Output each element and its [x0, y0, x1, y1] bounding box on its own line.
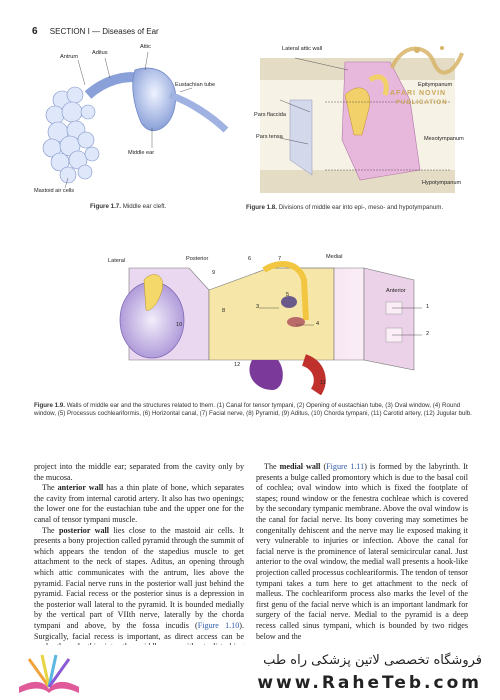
paragraph-anterior-wall: The anterior wall has a thin plate of bone, which separates the cavity from internal carotid artery. It also has two openings; the lower one for the eustachian tube and the upper one for the canal of tensor tympani muscle.	[34, 483, 245, 524]
book-logo-icon	[14, 651, 84, 695]
section-title: SECTION I — Diseases of Ear	[49, 27, 159, 36]
page-number: 6	[32, 26, 38, 37]
label-num-3: 3	[256, 304, 260, 310]
store-name: فروشگاه تخصصی لاتین پزشکی راه طب	[263, 653, 482, 668]
label-num-10: 10	[176, 322, 183, 328]
running-header	[32, 26, 159, 37]
label-attic: Attic	[140, 44, 151, 50]
label-epitympanum: Epitympanum	[418, 82, 453, 88]
figure-1-7	[30, 40, 230, 220]
label-anterior: Anterior	[386, 288, 406, 294]
figure-1-9	[34, 250, 474, 440]
caption-label: Figure 1.8.	[246, 204, 277, 211]
caption-label: Figure 1.7.	[90, 203, 121, 210]
label-num-11: 11	[320, 380, 326, 386]
right-column	[256, 462, 468, 642]
figure-link[interactable]: Figure 1.11	[326, 462, 365, 471]
label-lateral: Lateral	[108, 258, 126, 264]
label-num-6: 6	[248, 256, 252, 262]
label-middle-ear: Middle ear	[128, 150, 155, 156]
label-posterior: Posterior	[186, 256, 209, 262]
caption-text: Walls of middle ear and the structures related to them. (1) Canal for tensor tympani, (2) Opening of eustachian tube, (3) Oval window, (4) Round window, (5) Processus cochleariformis, (6) Horizontal canal, (7) Facial nerve, (8) Pyramid, (9) Aditus, (10) Chorda tympani, (11) Carotid artery, (12) Jugular bulb.	[34, 402, 472, 417]
paragraph-posterior-wall: The posterior wall lies close to the mastoid air cells. It presents a bony projection called pyramid through the summit of which appears the tendon of the stapedius muscle to get attachment to the neck of stapes. Aditus, an opening through which attic communicates with the antrum, lies above the pyramid. Facial nerve runs in the posterior wall just behind the pyramid. Facial recess or the posterior sinus is a depression in the posterior wall lateral to the pyramid. It is bounded medially by the vertical part of VIIth nerve, laterally by the chorda tympani and above, by the fossa incudis (Figure 1.10). Surgically, facial recess is important, as direct access can be	[34, 525, 244, 641]
label-pars-tensa: Pars tensa	[256, 134, 283, 140]
label-num-8: 8	[222, 308, 226, 314]
label-eustachian-tube: Eustachian tube	[175, 82, 216, 88]
label-medial: Medial	[326, 254, 343, 260]
figure-link[interactable]: Figure 1.10	[197, 620, 240, 630]
caption-text: Divisions of middle ear into epi-, meso- and hypotympanum.	[278, 204, 444, 211]
label-num-9: 9	[212, 270, 216, 276]
label-pars-flaccida: Pars flaccida	[254, 112, 287, 118]
calligraphy-logo	[372, 38, 472, 88]
figure-1-7-caption	[90, 203, 166, 211]
label-mastoid-air-cells: Mastoid air cells	[34, 188, 75, 194]
label-num-5: 5	[286, 292, 290, 298]
label-num-12: 12	[234, 362, 241, 368]
paragraph: project into the middle ear; separated from the cavity only by the mucosa.	[34, 462, 244, 482]
label-num-2: 2	[426, 331, 430, 337]
caption-text: Middle ear cleft.	[122, 203, 167, 210]
middle-ear-walls-illustration	[34, 250, 474, 395]
label-num-7: 7	[278, 256, 282, 262]
label-mesotympanum: Mesotympanum	[424, 136, 464, 142]
label-hypotympanum: Hypotympanum	[422, 180, 462, 186]
figure-1-8-caption	[246, 204, 466, 212]
left-column	[34, 462, 244, 663]
label-num-1: 1	[426, 304, 430, 310]
paragraph-medial-wall: The medial wall (Figure 1.11) is formed by the labyrinth. It presents a bulge called promontory which is due to the basal coil of cochlea; oval window into which is fixed the footplate of stapes; round window or the fenestra cochleae which is covered by the secondary tympanic membrane. Above the oval window is the canal for facial nerve. Its bony covering may sometimes be congenitally dehiscent and the nerve may lie exposed making it very vulnerable to injuries or infection. Above the canal for facial nerve is the prominence of lateral semicircular canal. Just anterior to the oval window, the medial wall presents a hook-like projection called processus cochleariformis. The tendon of tensor tympani takes a turn here to get attachment to the neck of malleus. The cochleariform process also marks the level of the first genu of the facial nerve which is an important landmark for surgery of the facial nerve. Medial to the pyramid is a deep recess called sinus tympani, which is bounded by two ridges below and the	[256, 462, 469, 641]
store-url[interactable]: www.RaheTeb.com	[257, 673, 482, 693]
caption-label: Figure 1.9.	[34, 402, 65, 409]
figure-1-9-caption	[34, 402, 474, 418]
middle-ear-cleft-illustration	[30, 40, 230, 200]
watermark-sub: PUBLICATION	[396, 100, 448, 106]
label-aditus: Aditus	[92, 50, 108, 56]
label-antrum: Antrum	[60, 54, 79, 60]
publisher-watermark	[372, 38, 472, 118]
label-lateral-attic-wall: Lateral attic wall	[282, 46, 323, 52]
watermark-brand: AFARI NOVIN	[390, 90, 447, 97]
label-num-4: 4	[316, 321, 320, 327]
